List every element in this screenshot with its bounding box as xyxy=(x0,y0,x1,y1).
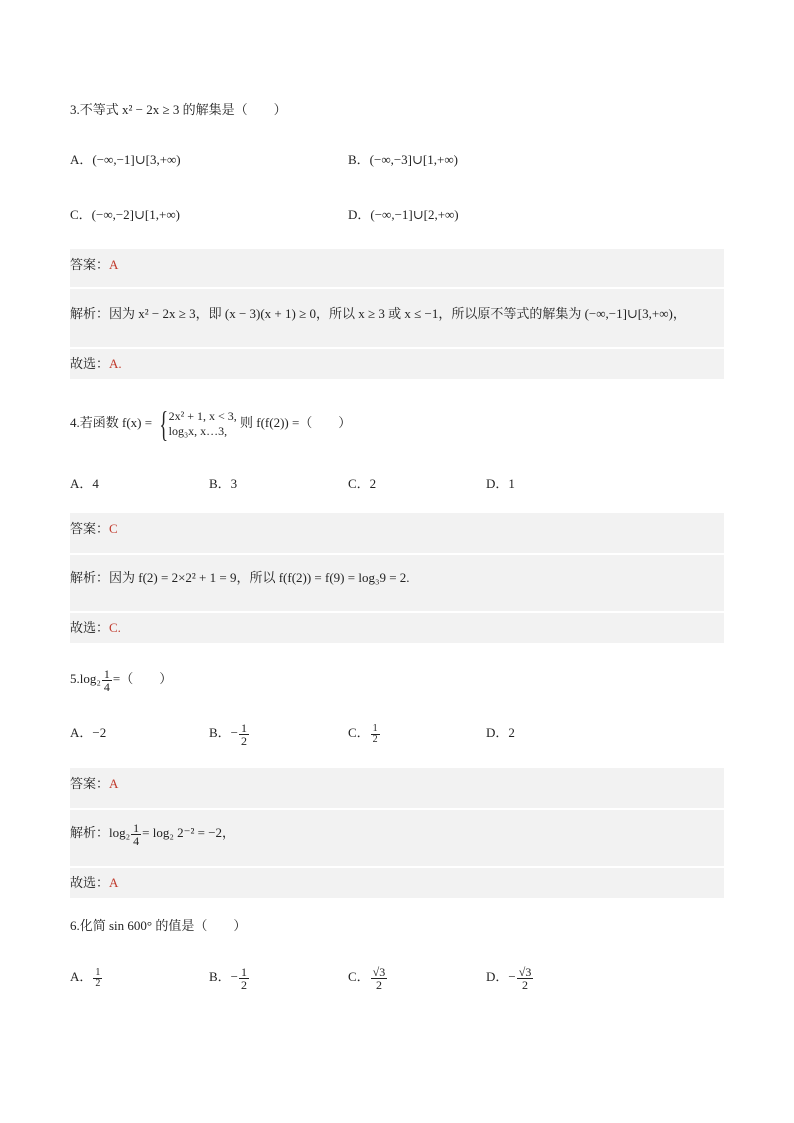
q5-answer xyxy=(70,768,724,808)
q4-choice xyxy=(70,613,724,643)
choice-value: C. xyxy=(109,620,121,635)
q5-stem-prefix: 5.log₂ xyxy=(70,671,101,686)
q3-option-d[interactable]: D．(−∞,−1]∪[2,+∞) xyxy=(348,207,459,222)
q6-option-a[interactable]: A． $\frac{1}{2}$ xyxy=(70,966,101,989)
q5-stem-suffix: =（ ） xyxy=(112,671,173,686)
q4-stem-prefix: 4.若函数 f(x) = xyxy=(70,415,153,430)
q5-option-a[interactable]: A．−2 xyxy=(70,725,107,740)
answer-label: 答案： xyxy=(70,257,110,272)
q5-stem xyxy=(70,664,724,694)
q6-option-d[interactable]: D．− $\frac{√3}{2}$ xyxy=(486,964,532,992)
q4-option-a[interactable]: A．4 xyxy=(70,476,99,491)
fraction: $\frac{√3}{2}$ xyxy=(518,964,532,992)
q5-option-d[interactable]: D．2 xyxy=(486,725,515,740)
fraction: $\frac{√3}{2}$ xyxy=(372,964,386,992)
q4-option-d[interactable]: D．1 xyxy=(486,476,515,491)
fraction: $\frac{1}{4}$ xyxy=(103,666,110,694)
answer-value: C xyxy=(109,521,118,536)
q5-choice xyxy=(70,868,724,898)
choice-label: 故选： xyxy=(70,875,110,890)
q3-stem: 3.不等式 x² − 2x ≥ 3 的解集是（ ） xyxy=(70,102,287,117)
q4-case-1: 2x² + 1, x < 3, xyxy=(168,409,237,424)
q4-answer xyxy=(70,513,724,553)
q3-analysis: 解析：因为 x² − 2x ≥ 3，即 (x − 3)(x + 1) ≥ 0，所以 x ≥ 3 或 x ≤ −1，所以原不等式的解集为 (−∞,−1]∪[3,+∞)， xyxy=(70,289,724,347)
q5-options-row xyxy=(70,718,724,748)
fraction: $\frac{1}{2}$ xyxy=(241,964,248,992)
q6-option-b[interactable]: B．− $\frac{1}{2}$ xyxy=(209,964,248,992)
fraction: $\frac{1}{2}$ xyxy=(372,722,378,745)
q5-option-c[interactable]: C． $\frac{1}{2}$ xyxy=(348,722,378,745)
q5-option-b[interactable]: B．− $\frac{1}{2}$ xyxy=(209,720,248,748)
q6-options-row xyxy=(70,960,724,994)
choice-value: A xyxy=(109,875,119,890)
choice-label: 故选： xyxy=(70,620,110,635)
choice-value: A. xyxy=(109,356,122,371)
q3-choice xyxy=(70,349,724,379)
fraction: $\frac{1}{4}$ xyxy=(133,820,140,848)
fraction: $\frac{1}{2}$ xyxy=(241,720,248,748)
q3-answer xyxy=(70,249,724,287)
q3-option-b[interactable]: B．(−∞,−3]∪[1,+∞) xyxy=(348,152,458,167)
q4-option-c[interactable]: C．2 xyxy=(348,476,377,491)
q4-stem-suffix: 则 f(f(2)) =（ ） xyxy=(240,415,352,430)
q4-option-b[interactable]: B．3 xyxy=(209,476,238,491)
fraction: $\frac{1}{2}$ xyxy=(95,966,101,989)
answer-value: A xyxy=(109,776,119,791)
q4-analysis: 解析：因为 f(2) = 2×2² + 1 = 9，所以 f(f(2)) = f(9) = log₃9 = 2. xyxy=(70,555,724,611)
q4-case-2: log₃x, x…3, xyxy=(168,424,228,439)
q5-analysis: 解析：log₂ $\frac{1}{4}$ = log₂ 2⁻² = −2， xyxy=(70,810,724,866)
answer-label: 答案： xyxy=(70,776,110,791)
choice-label: 故选： xyxy=(70,356,110,371)
piecewise-brace: { 2x² + 1, x < 3, log₃x, x…3, xyxy=(159,404,237,445)
q3-option-a[interactable]: A．(−∞,−1]∪[3,+∞) xyxy=(70,152,181,167)
q4-stem xyxy=(70,403,724,443)
q3-option-c[interactable]: C．(−∞,−2]∪[1,+∞) xyxy=(70,207,180,222)
answer-label: 答案： xyxy=(70,521,110,536)
q6-stem: 6.化简 sin 600° 的值是（ ） xyxy=(70,918,247,933)
q6-option-c[interactable]: C． $\frac{√3}{2}$ xyxy=(348,964,386,992)
answer-value: A xyxy=(109,257,119,272)
